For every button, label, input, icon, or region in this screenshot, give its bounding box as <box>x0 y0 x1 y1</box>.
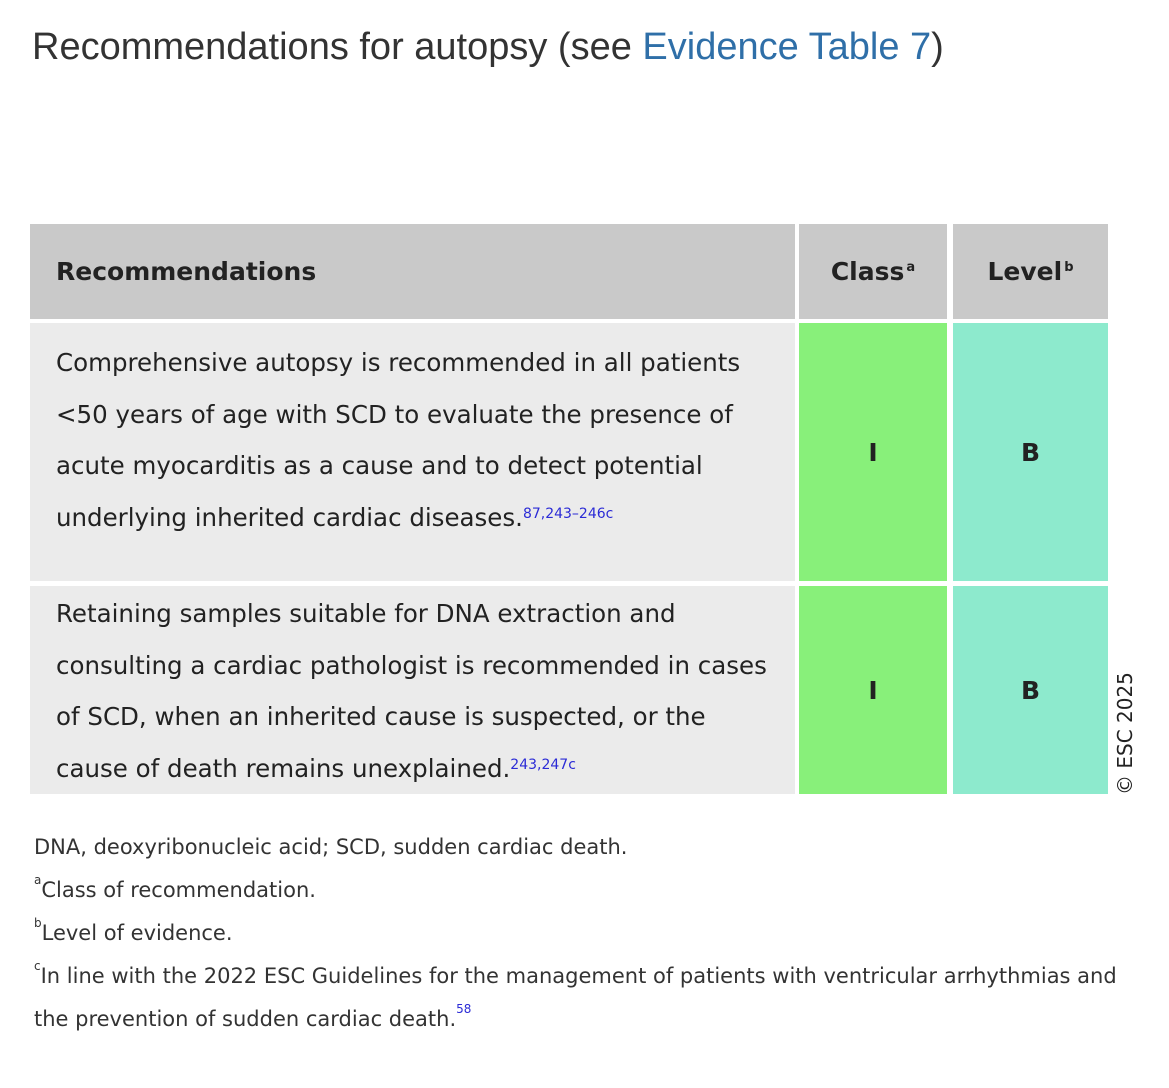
level-value: B <box>1020 675 1041 705</box>
footnote-b <box>34 909 1124 952</box>
header-class <box>799 224 947 319</box>
recommendation-row-1 <box>30 323 795 581</box>
recommendation-text: Comprehensive autopsy is recommended in all patients <50 years of age with SCD to evaluate the presence of acute myocarditis as a cause and to detect potential underlying inherited cardiac diseases. <box>56 348 741 532</box>
recommendation-row-2 <box>30 586 795 794</box>
footnote-mark: c <box>34 959 41 973</box>
footnote-mark: a <box>34 873 42 887</box>
reference-link[interactable]: 243,247c <box>510 756 576 773</box>
page-title <box>32 26 944 69</box>
header-recommendations <box>30 224 795 319</box>
footnote-mark: b <box>34 916 42 930</box>
footnote-text: Class of recommendation. <box>41 878 316 902</box>
class-cell <box>799 323 947 581</box>
copyright-notice: © ESC 2025 <box>1113 672 1137 795</box>
footnote-text: Level of evidence. <box>41 921 233 945</box>
title-prefix: Recommendations for autopsy (see <box>32 26 643 68</box>
footnote-text: In line with the 2022 ESC Guidelines for the management of patients with ventricular arrhythmias and the prevention of sudden cardiac death. <box>34 964 1117 1031</box>
footnote-abbreviations: DNA, deoxyribonucleic acid; SCD, sudden cardiac death. <box>34 835 628 859</box>
footnote-c <box>34 952 1124 1038</box>
table-footnotes <box>34 828 1124 1038</box>
class-value: I <box>868 437 878 467</box>
footnote-a <box>34 866 1124 909</box>
evidence-table-link[interactable]: Evidence Table 7 <box>642 26 932 68</box>
header-class-label: Class <box>830 257 905 286</box>
level-cell <box>953 586 1108 794</box>
level-value: B <box>1020 437 1041 467</box>
header-recommendations-label: Recommendations <box>56 257 317 286</box>
recommendation-text: Retaining samples suitable for DNA extraction and consulting a cardiac pathologist is recommended in cases of SCD, when an inherited cause is suspected, or the cause of death remains unexplained. <box>56 599 767 783</box>
reference-link[interactable]: 87,243–246c <box>522 505 614 522</box>
class-cell <box>799 586 947 794</box>
header-level <box>953 224 1108 319</box>
reference-link[interactable]: 58 <box>456 1002 472 1016</box>
header-level-footnote-mark: b <box>1064 260 1074 275</box>
title-suffix: ) <box>931 26 944 68</box>
level-cell <box>953 323 1108 581</box>
header-class-footnote-mark: a <box>906 260 916 275</box>
header-level-label: Level <box>987 257 1063 286</box>
class-value: I <box>868 675 878 705</box>
